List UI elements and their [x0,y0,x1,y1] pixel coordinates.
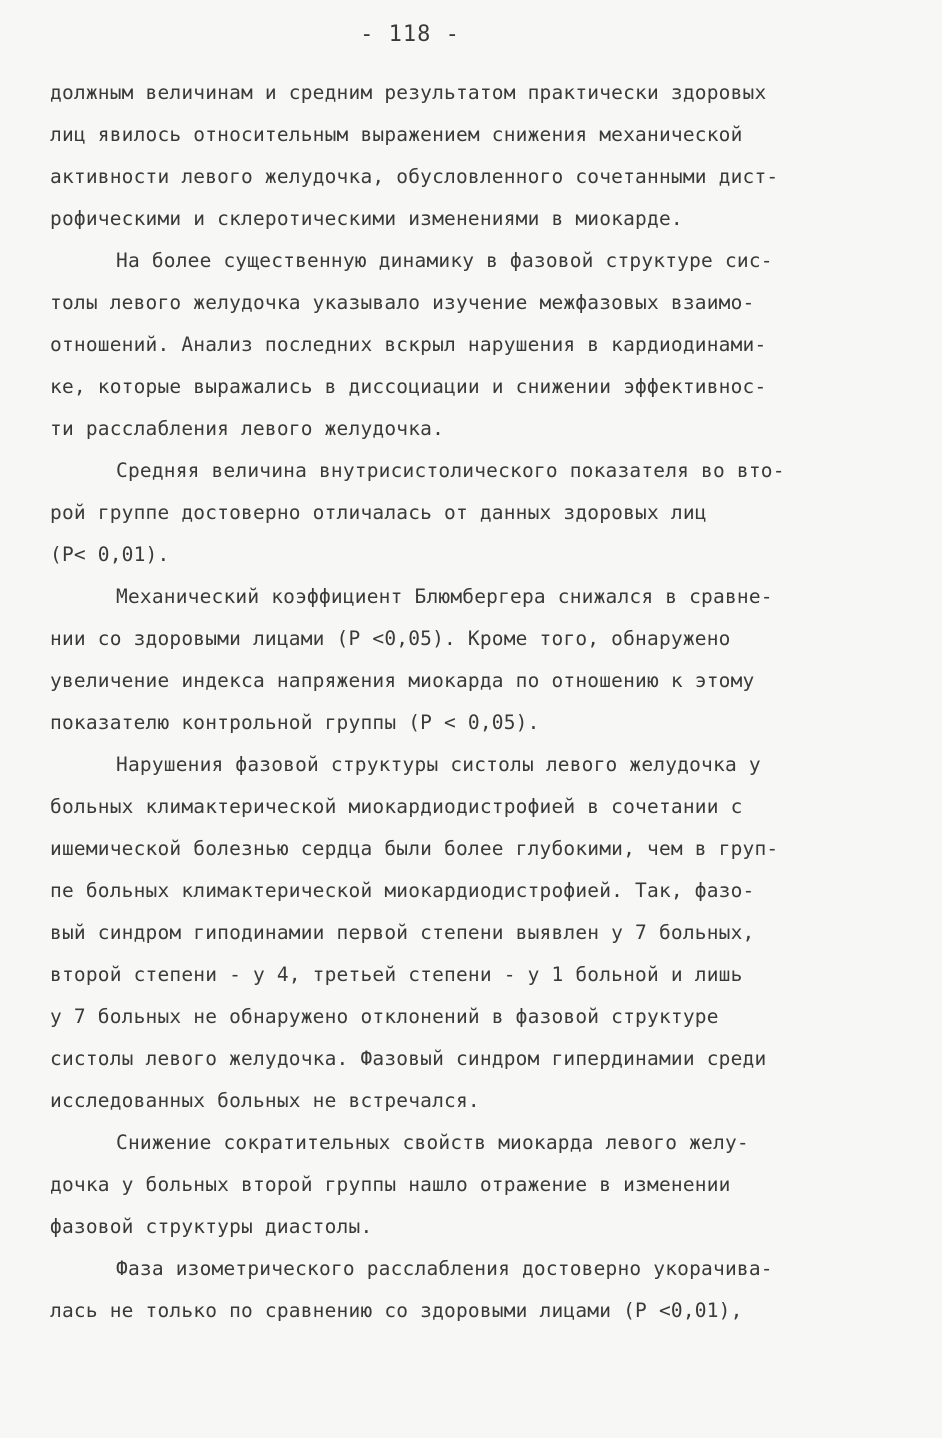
text-line: Нарушения фазовой структуры систолы левого желудочка у [116,753,761,776]
text-line: Снижение сократительных свойств миокарда левого желу- [116,1131,749,1154]
text-line: рофическими и склеротическими изменениями в миокарде. [50,207,683,230]
paragraph [50,450,900,576]
text-line: больных климактерической миокардиодистрофией в сочетании с [50,795,743,818]
text-line: систолы левого желудочка. Фазовый синдром гипердинамии среди [50,1047,767,1070]
text-line: На более существенную динамику в фазовой структуре сис- [116,249,773,272]
text-line: Фаза изометрического расслабления достоверно укорачива- [116,1257,773,1280]
text-line: нии со здоровыми лицами (P <0,05). Кроме того, обнаружено [50,627,731,650]
text-line: увеличение индекса напряжения миокарда по отношению к этому [50,669,755,692]
paragraph [50,1122,900,1248]
text-line: показателю контрольной группы (P < 0,05). [50,711,540,734]
text-line: лиц явилось относительным выражением снижения механической [50,123,743,146]
text-line: исследованных больных не встречался. [50,1089,480,1112]
text-line: второй степени - у 4, третьей степени - у 1 больной и лишь [50,963,743,986]
text-line: фазовой структуры диастолы. [50,1215,373,1238]
text-line: ишемической болезнью сердца были более глубокими, чем в груп- [50,837,779,860]
text-line: дочка у больных второй группы нашло отражение в изменении [50,1173,731,1196]
text-line: активности левого желудочка, обусловленного сочетанными дист- [50,165,779,188]
text-line: толы левого желудочка указывало изучение межфазовых взаимо- [50,291,755,314]
text-line: Механический коэффициент Блюмбергера снижался в сравне- [116,585,773,608]
paragraph [50,72,900,240]
body-text [50,72,900,1332]
text-line: (P< 0,01). [50,543,170,566]
text-line: должным величинам и средним результатом практически здоровых [50,81,767,104]
text-line: отношений. Анализ последних вскрыл нарушения в кардиодинами- [50,333,767,356]
text-line: вый синдром гиподинамии первой степени выявлен у 7 больных, [50,921,755,944]
text-line: ти расслабления левого желудочка. [50,417,445,440]
paragraph [50,576,900,744]
text-line: Средняя величина внутрисистолического показателя во вто- [116,459,785,482]
text-line: у 7 больных не обнаружено отклонений в фазовой структуре [50,1005,719,1028]
text-line: лась не только по сравнению со здоровыми лицами (P <0,01), [50,1299,743,1322]
text-line: пе больных климактерической миокардиодистрофией. Так, фазо- [50,879,755,902]
paragraph [50,744,900,1122]
text-line: ке, которые выражались в диссоциации и снижении эффективнос- [50,375,767,398]
paragraph [50,1248,900,1332]
text-line: рой группе достоверно отличалась от данных здоровых лиц [50,501,707,524]
page-number: - 118 - [360,22,460,47]
paragraph [50,240,900,450]
